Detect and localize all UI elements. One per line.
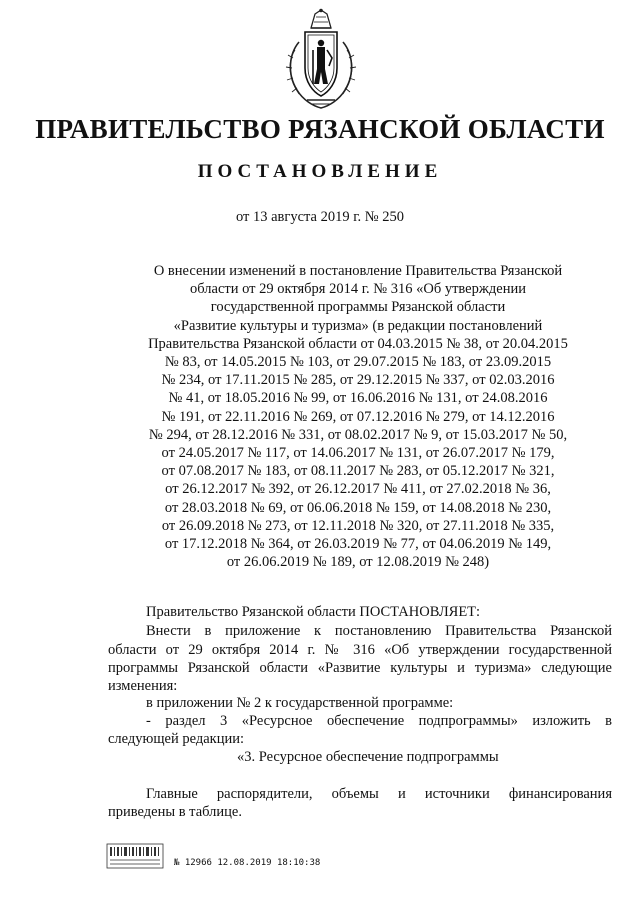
subject-line: Правительства Рязанской области от 04.03.2015 № 38, от 20.04.2015 (148, 335, 568, 352)
subject-line: от 26.12.2017 № 392, от 26.12.2017 № 411, от 27.02.2018 № 36, (165, 481, 551, 498)
subject-line: государственной программы Рязанской области (210, 299, 506, 316)
decree-statement: Правительство Рязанской области ПОСТАНОВЛЯЕТ: (146, 604, 481, 620)
government-title: ПРАВИТЕЛЬСТВО РЯЗАНСКОЙ ОБЛАСТИ (35, 114, 605, 144)
registration-number: № 12966 12.08.2019 18:10:38 (174, 858, 321, 868)
subject-line: от 28.03.2018 № 69, от 06.06.2018 № 159, от 14.08.2018 № 230, (164, 499, 552, 516)
coat-of-arms-emblem (285, 8, 357, 112)
intro-paragraph: области от 29 октября 2014 г. № 316 «Об утверждении государственной программы Рязанской области «Развитие культуры и туризма» следующие изменения: (108, 642, 612, 694)
subject-line: «Развитие культуры и туризма» (в редакции постановлений (173, 317, 543, 334)
subject-line: области от 29 октября 2014 г. № 316 «Об утверждении (190, 281, 526, 298)
subject-line: от 26.06.2019 № 189, от 12.08.2019 № 248) (226, 554, 490, 571)
document-type: ПОСТАНОВЛЕНИЕ (197, 161, 443, 182)
registry-stamp-icon (106, 843, 164, 869)
subject-line: № 234, от 17.11.2015 № 285, от 29.12.2015 № 337, от 02.03.2016 (161, 372, 555, 389)
subject-line: от 07.08.2017 № 183, от 08.11.2017 № 283, от 05.12.2017 № 321, (161, 463, 555, 480)
intro-line-first: Внести в приложение к постановлению Правительства Рязанской (146, 623, 612, 639)
subject-line: от 17.12.2018 № 364, от 26.03.2019 № 77, от 04.06.2019 № 149, (164, 536, 552, 553)
subject-line: № 83, от 14.05.2015 № 103, от 29.07.2015 № 183, от 23.09.2015 (164, 354, 552, 371)
subject-block (118, 262, 598, 571)
appendix-line: в приложении № 2 к государственной программе: (146, 695, 454, 711)
subject-line: № 41, от 18.05.2016 № 99, от 16.06.2016 № 131, от 24.08.2016 (168, 390, 548, 407)
subject-line: от 26.09.2018 № 273, от 12.11.2018 № 320, от 27.11.2018 № 335, (161, 517, 555, 534)
section-heading: «3. Ресурсное обеспечение подпрограммы (237, 749, 499, 765)
funding-line-second: приведены в таблице. (108, 804, 242, 820)
document-date-number: от 13 августа 2019 г. № 250 (235, 209, 405, 225)
funding-line-first: Главные распорядители, объемы и источники финансирования (146, 786, 612, 802)
subject-line: № 191, от 22.11.2016 № 269, от 07.12.2016 № 279, от 14.12.2016 (161, 408, 555, 425)
section-line-second: следующей редакции: (108, 731, 245, 747)
subject-line: О внесении изменений в постановление Правительства Рязанской (153, 263, 563, 279)
subject-line: № 294, от 28.12.2016 № 331, от 08.02.2017 № 9, от 15.03.2017 № 50, (148, 426, 568, 443)
section-line-first: - раздел 3 «Ресурсное обеспечение подпрограммы» изложить в (146, 713, 612, 729)
subject-line: от 24.05.2017 № 117, от 14.06.2017 № 131, от 26.07.2017 № 179, (161, 445, 555, 462)
